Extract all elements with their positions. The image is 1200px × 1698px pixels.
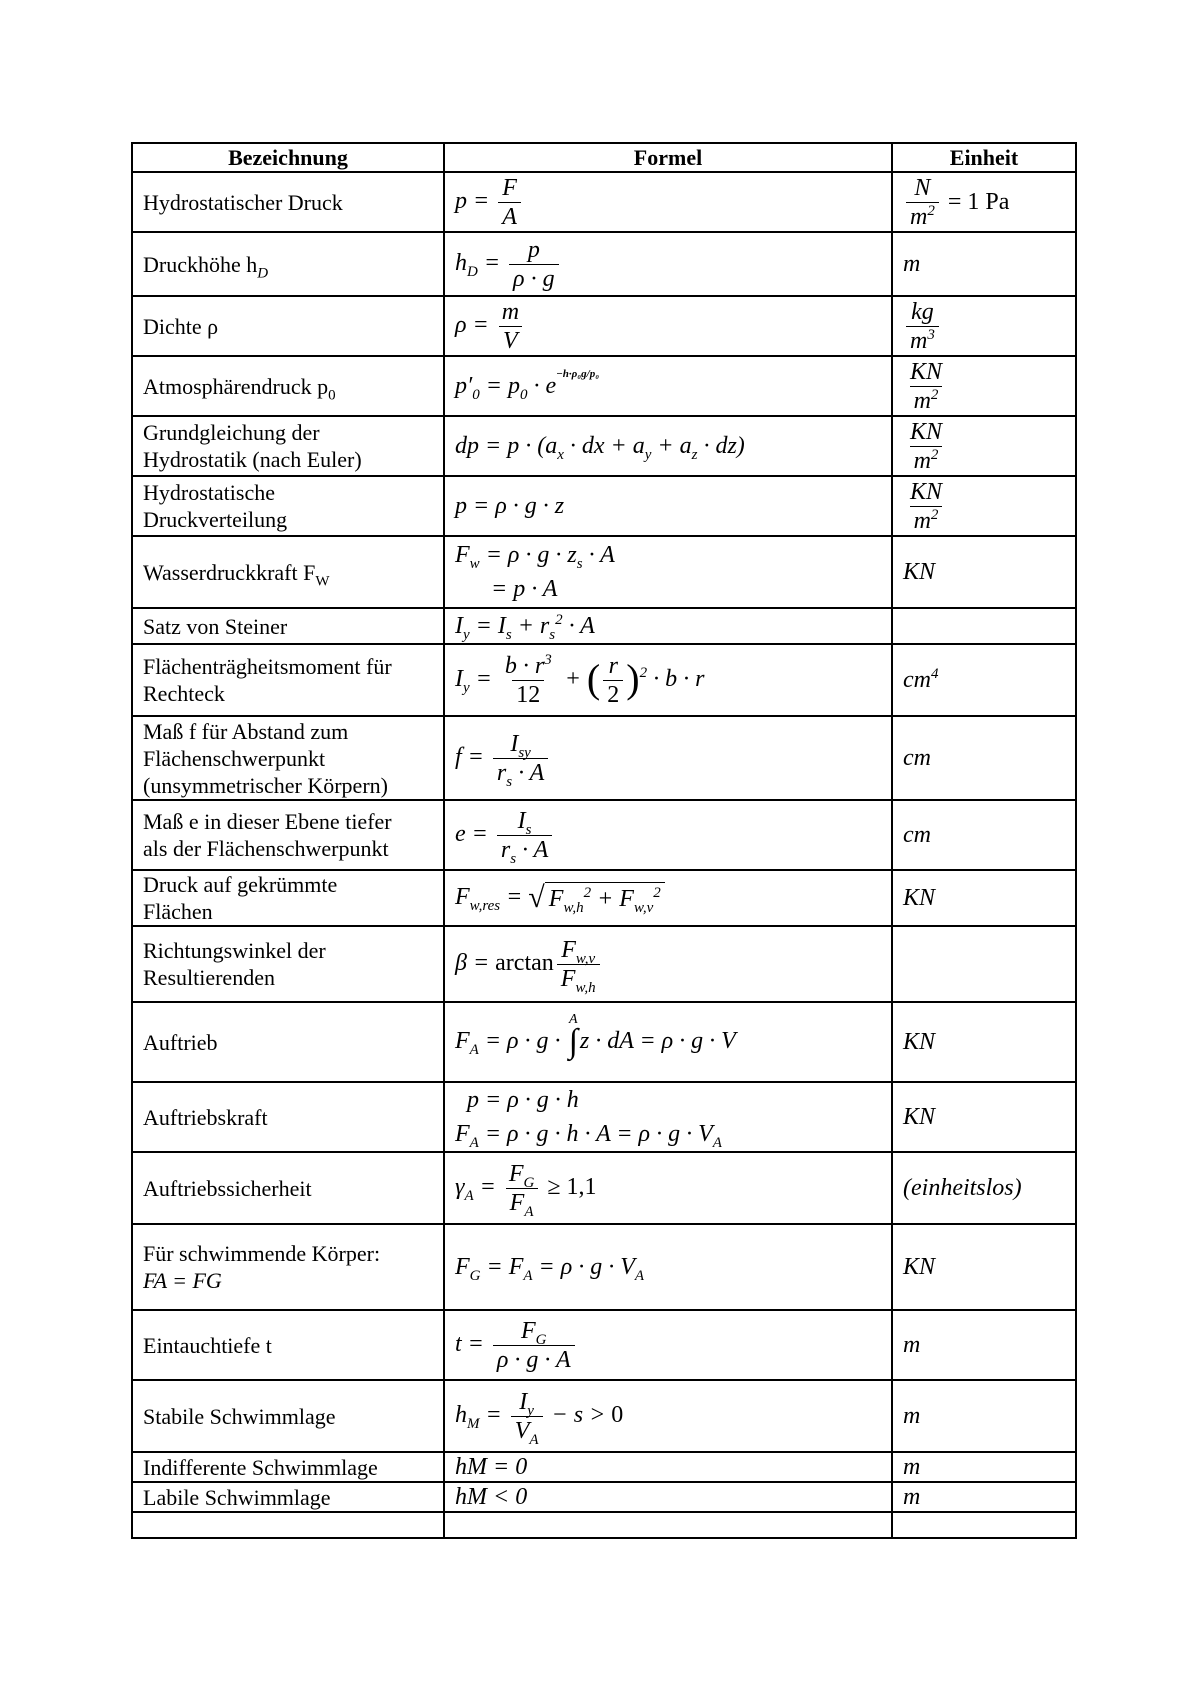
label-cell: Auftriebssicherheit (132, 1152, 444, 1224)
formula-cell: $I_y$ = $\frac{b \cdot r^3}{12}$ + ( $\frac{r}{2}$ )$^2$ · b · r (444, 644, 892, 716)
header-row (132, 143, 1076, 172)
formula-cell: $F_{w,res}$ = √ $F_{w,h}^2 + F_{w,v}^2$ (444, 870, 892, 926)
empty-cell (444, 1512, 892, 1538)
label-cell: Stabile Schwimmlage (132, 1380, 444, 1452)
label-cell: Wasserdruckkraft $F_W$ (132, 536, 444, 608)
header-bezeichnung: Bezeichnung (132, 143, 444, 172)
formula-cell: $h_M$ = $\frac{I_y}{V_A}$ − s > 0 (444, 1380, 892, 1452)
table-row (132, 1310, 1076, 1380)
label-cell: Dichte ρ (132, 296, 444, 356)
unit-cell: (einheitslos) (892, 1152, 1076, 1224)
formula-cell: f = $\frac{I_{sy}}{r_s \cdot A}$ (444, 716, 892, 800)
label-cell: Hydrostatischer Druck (132, 172, 444, 232)
table-row (132, 536, 1076, 608)
label-cell: Labile Schwimmlage (132, 1482, 444, 1512)
unit-cell: KN (892, 1082, 1076, 1152)
table-row (132, 926, 1076, 1002)
formula-cell: ρ = $\frac{m}{V}$ (444, 296, 892, 356)
label-cell: Auftrieb (132, 1002, 444, 1082)
unit-cell: $\frac{N}{m^2}$ = 1 Pa (892, 172, 1076, 232)
unit-cell: $\frac{KN}{m^2}$ (892, 476, 1076, 536)
unit-cell: KN (892, 1002, 1076, 1082)
unit-cell: KN (892, 870, 1076, 926)
table-row (132, 1152, 1076, 1224)
header-einheit: Einheit (892, 143, 1076, 172)
formula-cell: $p'_0 = p_0 \cdot e^{-h\cdot\rho_0g/p_0}$ (444, 356, 892, 416)
table-row (132, 1380, 1076, 1452)
formula-cell: $\gamma_A$ = $\frac{F_G}{F_A}$ ≥ 1,1 (444, 1152, 892, 1224)
label-cell: Indifferente Schwimmlage (132, 1452, 444, 1482)
table-row (132, 870, 1076, 926)
table-row (132, 296, 1076, 356)
unit-cell: $\frac{kg}{m^3}$ (892, 296, 1076, 356)
label-cell: Auftriebskraft (132, 1082, 444, 1152)
formula-cell: β = arctan $\frac{F_{w,v}}{F_{w,h}}$ (444, 926, 892, 1002)
unit-cell: cm (892, 800, 1076, 870)
table-row (132, 232, 1076, 296)
table-row (132, 800, 1076, 870)
table-row (132, 476, 1076, 536)
label-cell: Flächenträgheitsmoment für Rechteck (132, 644, 444, 716)
unit-cell: $\frac{KN}{m^2}$ (892, 356, 1076, 416)
unit-cell: m (892, 232, 1076, 296)
formula-cell: hM < 0 (444, 1482, 892, 1512)
table-row (132, 1224, 1076, 1310)
formula-cell: $I_y = I_s + r_s^2 \cdot A$ (444, 608, 892, 644)
empty-cell (132, 1512, 444, 1538)
table-row (132, 644, 1076, 716)
label-cell: Für schwimmende Körper: FA = FG (132, 1224, 444, 1310)
formula-cell: $F_w = \rho \cdot g \cdot z_s \cdot A$ = p · A (444, 536, 892, 608)
table-row (132, 1002, 1076, 1082)
unit-cell: m (892, 1452, 1076, 1482)
table-row (132, 172, 1076, 232)
formula-cell: $F_A = \rho \cdot g$ · A ∫ z · dA = ρ · g · V (444, 1002, 892, 1082)
formula-cell: t = $\frac{F_G}{\rho \cdot g \cdot A}$ (444, 1310, 892, 1380)
unit-cell: $cm^4$ (892, 644, 1076, 716)
label-cell: Satz von Steiner (132, 608, 444, 644)
formula-table (131, 142, 1077, 1539)
table-row (132, 1452, 1076, 1482)
empty-cell (892, 1512, 1076, 1538)
table-row (132, 356, 1076, 416)
empty-row (132, 1512, 1076, 1538)
label-cell: Atmosphärendruck $p_0$ (132, 356, 444, 416)
label-cell: Eintauchtiefe t (132, 1310, 444, 1380)
label-cell: Grundgleichung der Hydrostatik (nach Euler) (132, 416, 444, 476)
unit-cell: m (892, 1482, 1076, 1512)
label-cell: Maß f für Abstand zum Flächenschwerpunkt (unsymmetrischer Körpern) (132, 716, 444, 800)
formula-cell: p = ρ · g · h $F_A = \rho \cdot g \cdot h \cdot A = \rho \cdot g \cdot V_A$ (444, 1082, 892, 1152)
formula-cell: p = ρ · g · z (444, 476, 892, 536)
formula-cell: $h_D$ = $\frac{p}{\rho \cdot g}$ (444, 232, 892, 296)
label-cell: Druck auf gekrümmte Flächen (132, 870, 444, 926)
table-row (132, 1082, 1076, 1152)
formula-cell: hM = 0 (444, 1452, 892, 1482)
label-cell: Maß e in dieser Ebene tiefer als der Flächenschwerpunkt (132, 800, 444, 870)
unit-cell: KN (892, 536, 1076, 608)
unit-cell (892, 926, 1076, 1002)
formula-cell: $F_G = F_A = \rho \cdot g \cdot V_A$ (444, 1224, 892, 1310)
formula-cell: dp = $p \cdot (a_x$ · dx + $a_y + a_z \cdot dz$) (444, 416, 892, 476)
header-formel: Formel (444, 143, 892, 172)
table-row (132, 1482, 1076, 1512)
unit-cell: $\frac{KN}{m^2}$ (892, 416, 1076, 476)
label-cell: Druckhöhe $h_D$ (132, 232, 444, 296)
unit-cell: m (892, 1380, 1076, 1452)
label-cell: Richtungswinkel der Resultierenden (132, 926, 444, 1002)
unit-cell: cm (892, 716, 1076, 800)
unit-cell: KN (892, 1224, 1076, 1310)
unit-cell: m (892, 1310, 1076, 1380)
formula-cell: p = $\frac{F}{A}$ (444, 172, 892, 232)
table-row (132, 716, 1076, 800)
table-row (132, 416, 1076, 476)
unit-cell (892, 608, 1076, 644)
table-row (132, 608, 1076, 644)
label-cell: Hydrostatische Druckverteilung (132, 476, 444, 536)
formula-cell: e = $\frac{I_s}{r_s \cdot A}$ (444, 800, 892, 870)
